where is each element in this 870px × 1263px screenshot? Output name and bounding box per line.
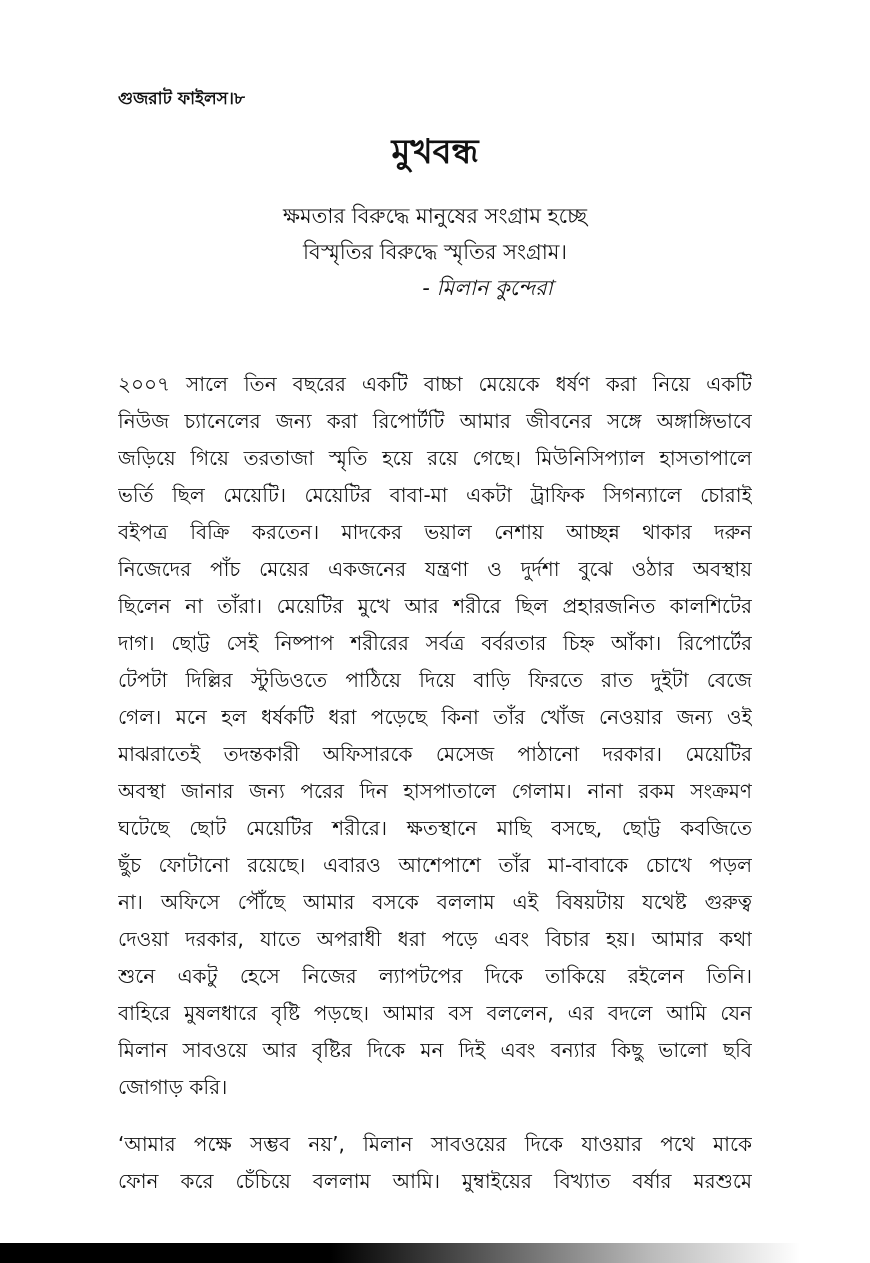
text-line: ঘটেছে ছোট মেয়েটির শরীরে। ক্ষতস্থানে মাছি বসছে, ছোট্ট কবজিতে <box>118 816 752 840</box>
epigraph-line: ক্ষমতার বিরুদ্ধে মানুষের সংগ্রাম হচ্ছে <box>282 204 588 228</box>
text-line: টেপটা দিল্লির স্টুডিওতে পাঠিয়ে দিয়ে বাড়ি ফিরতে রাত দুইটা বেজে <box>118 668 752 692</box>
text-line: ফোন করে চেঁচিয়ে বললাম আমি। মুম্বাইয়ের বিখ্যাত বর্ষার মরশুমে <box>118 1169 752 1193</box>
text-line: ‘আমার পক্ষে সম্ভব নয়’, মিলান সাবওয়ের দিকে যাওয়ার পথে মাকে <box>118 1132 752 1156</box>
text-line: অবস্থা জানার জন্য পরের দিন হাসপাতালে গেলাম। নানা রকম সংক্রমণ <box>118 779 752 803</box>
text-line: জড়িয়ে গিয়ে তরতাজা স্মৃতি হয়ে রয়ে গেছে। মিউনিসিপ্যাল হাসতাপালে <box>118 446 752 470</box>
text-line: জোগাড় করি। <box>118 1075 228 1099</box>
text-line: ভর্তি ছিল মেয়েটি। মেয়েটির বাবা-মা একটা ট্রাফিক সিগন্যালে চোরাই <box>118 483 752 507</box>
text-line: মাঝরাতেই তদন্তকারী অফিসারকে মেসেজ পাঠানো দরকার। মেয়েটির <box>118 742 752 766</box>
text-line: বইপত্র বিক্রি করতেন। মাদকের ভয়াল নেশায় আচ্ছন্ন থাকার দরুন <box>118 520 752 544</box>
epigraph <box>0 198 870 306</box>
text-line: ২০০৭ সালে তিন বছরের একটি বাচ্চা মেয়েকে ধর্ষণ করা নিয়ে একটি <box>118 372 752 396</box>
bottom-gradient-bar <box>0 1243 870 1263</box>
text-line: ছুঁচ ফোটানো রয়েছে। এবারও আশেপাশে তাঁর মা-বাবাকে চোখে পড়ল <box>118 853 752 877</box>
text-line: দেওয়া দরকার, যাতে অপরাধী ধরা পড়ে এবং বিচার হয়। আমার কথা <box>118 927 752 951</box>
text-line: গেল। মনে হল ধর্ষকটি ধরা পড়েছে কিনা তাঁর খোঁজ নেওয়ার জন্য ওই <box>118 705 752 729</box>
body-text <box>118 366 752 1200</box>
running-head: গুজরাট ফাইলস।৮ <box>118 89 245 109</box>
text-line: নিউজ চ্যানেলের জন্য করা রিপোর্টটি আমার জীবনের সঙ্গে অঙ্গাঙ্গিভাবে <box>118 409 752 433</box>
text-line: মিলান সাবওয়ে আর বৃষ্টির দিকে মন দিই এবং বন্যার কিছু ভালো ছবি <box>118 1038 752 1062</box>
paragraph <box>118 1126 752 1200</box>
text-line: না। অফিসে পৌঁছে আমার বসকে বললাম এই বিষয়টায় যথেষ্ট গুরুত্ব <box>118 890 752 914</box>
text-line: ছিলেন না তাঁরা। মেয়েটির মুখে আর শরীরে ছিল প্রহারজনিত কালশিটের <box>118 594 752 618</box>
paragraph <box>118 366 752 1106</box>
epigraph-attribution: - মিলান কুন্দেরা <box>422 276 553 300</box>
text-line: বাহিরে মুষলধারে বৃষ্টি পড়ছে। আমার বস বললেন, এর বদলে আমি যেন <box>118 1001 752 1025</box>
text-line: নিজেদের পাঁচ মেয়ের একজনের যন্ত্রণা ও দুর্দশা বুঝে ওঠার অবস্থায় <box>118 557 752 581</box>
epigraph-line: বিস্মৃতির বিরুদ্ধে স্মৃতির সংগ্রাম। <box>303 240 567 264</box>
text-line: শুনে একটু হেসে নিজের ল্যাপটপের দিকে তাকিয়ে রইলেন তিনি। <box>118 964 752 988</box>
text-line: দাগ। ছোট্ট সেই নিষ্পাপ শরীরের সর্বত্র বর্বরতার চিহ্ন আঁকা। রিপোর্টের <box>118 631 752 655</box>
chapter-title: মুখবন্ধ <box>391 132 479 172</box>
